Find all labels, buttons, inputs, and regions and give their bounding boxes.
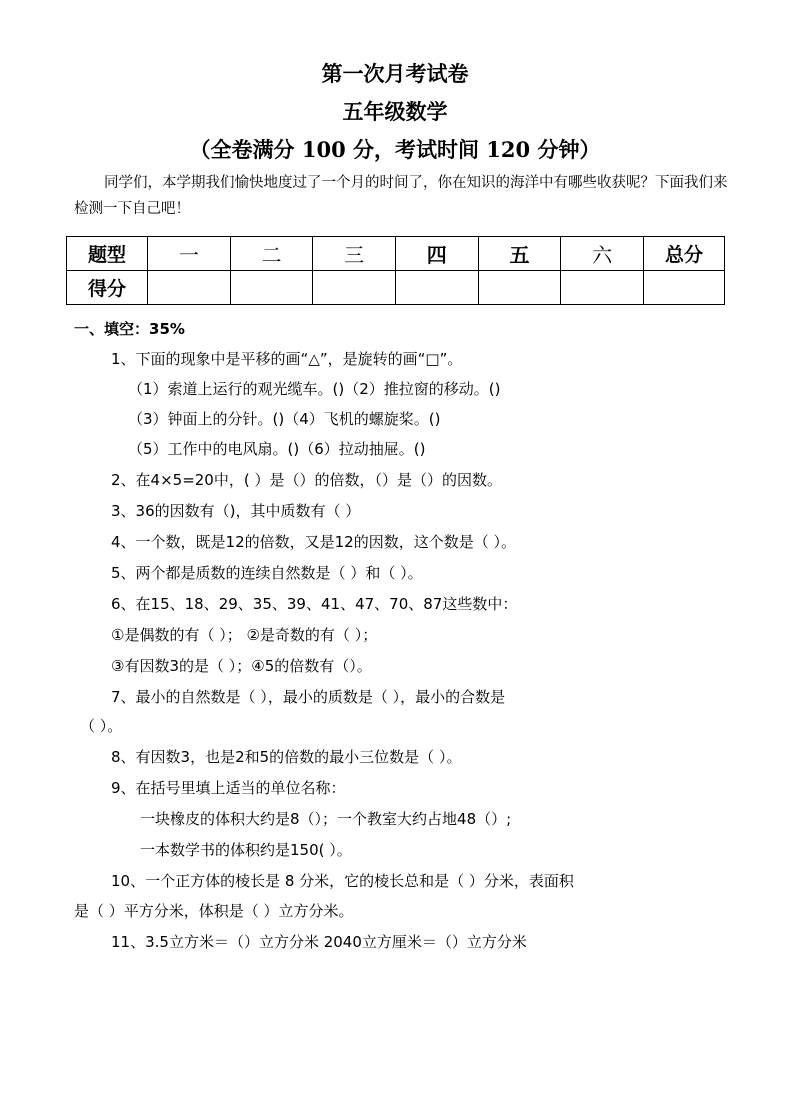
score-table-header-row [67,237,725,271]
score-table [66,236,725,305]
question-line: 9、在括号里填上适当的单位名称： [111,779,346,797]
exam-note: （全卷满分 100 分，考试时间 120 分钟） [189,137,601,162]
question-line: 8、有因数3，也是2和5的倍数的最小三位数是（ ）。 [111,748,462,766]
score-table-cell: 五 [478,237,561,271]
page-subtitle: 五年级数学 [342,99,448,124]
score-table-cell: 得分 [67,271,148,305]
score-table-cell: 四 [395,237,478,271]
score-table-cell: 二 [230,237,313,271]
score-table-score-row [67,271,725,305]
question-line: （3）钟面上的分针。()（4）飞机的螺旋桨。() [128,410,441,428]
score-entry-cell[interactable] [395,271,478,305]
question-line: 一块橡皮的体积大约是8（）；一个教室大约占地48（）; [140,810,512,828]
question-line: 11、3.5立方米＝（）立方分米 2040立方厘米＝（）立方分米 [111,933,527,951]
question-line: 5、两个都是质数的连续自然数是（ ）和（ ）。 [111,564,423,582]
question-line: （ ）。 [80,717,123,735]
score-table-cell: 三 [313,237,396,271]
score-entry-cell[interactable] [313,271,396,305]
score-table-cell: 总分 [644,237,725,271]
score-table-cell: 一 [148,237,231,271]
intro-paragraph: 同学们，本学期我们愉快地度过了一个月的时间了，你在知识的海洋中有哪些收获呢？下面我们来检测一下自己吧！ [74,175,728,217]
question-line: 是（ ）平方分米，体积是（ ）立方分米。 [74,902,354,920]
score-table-cell: 六 [561,237,644,271]
question-line: 10、一个正方体的棱长是 8 分米，它的棱长总和是（ ）分米，表面积 [111,872,574,890]
question-line: 一本数学书的体积约是150( ）。 [140,841,352,859]
section-heading: 一、填空：35% [74,320,185,338]
question-line: 6、在15、18、29、35、39、41、47、70、87这些数中： [111,595,518,613]
score-entry-cell[interactable] [478,271,561,305]
question-line: 3、36的因数有（)，其中质数有（ ） [111,502,361,520]
score-entry-cell[interactable] [230,271,313,305]
score-entry-cell[interactable] [644,271,725,305]
question-line: 2、在4×5=20中，( ）是（）的倍数，（）是（）的因数。 [111,471,502,489]
score-table-cell: 题型 [67,237,148,271]
question-line: 4、一个数，既是12的倍数，又是12的因数，这个数是（ ）。 [111,533,516,551]
question-line: （1）索道上运行的观光缆车。()（2）推拉窗的移动。() [128,380,501,398]
page-title: 第一次月考试卷 [321,61,469,86]
question-line: ①是偶数的有（ ）； ②是奇数的有（ ）； [111,626,378,644]
score-entry-cell[interactable] [561,271,644,305]
question-line: 1、下面的现象中是平移的画“△”，是旋转的画“□”。 [111,350,463,368]
question-line: 7、最小的自然数是（ ），最小的质数是（ ），最小的合数是 [111,688,506,706]
score-entry-cell[interactable] [148,271,231,305]
question-line: （5）工作中的电风扇。()（6）拉动抽屉。() [128,440,426,458]
question-line: ③有因数3的是（ ）；④5的倍数有（）。 [111,657,372,675]
